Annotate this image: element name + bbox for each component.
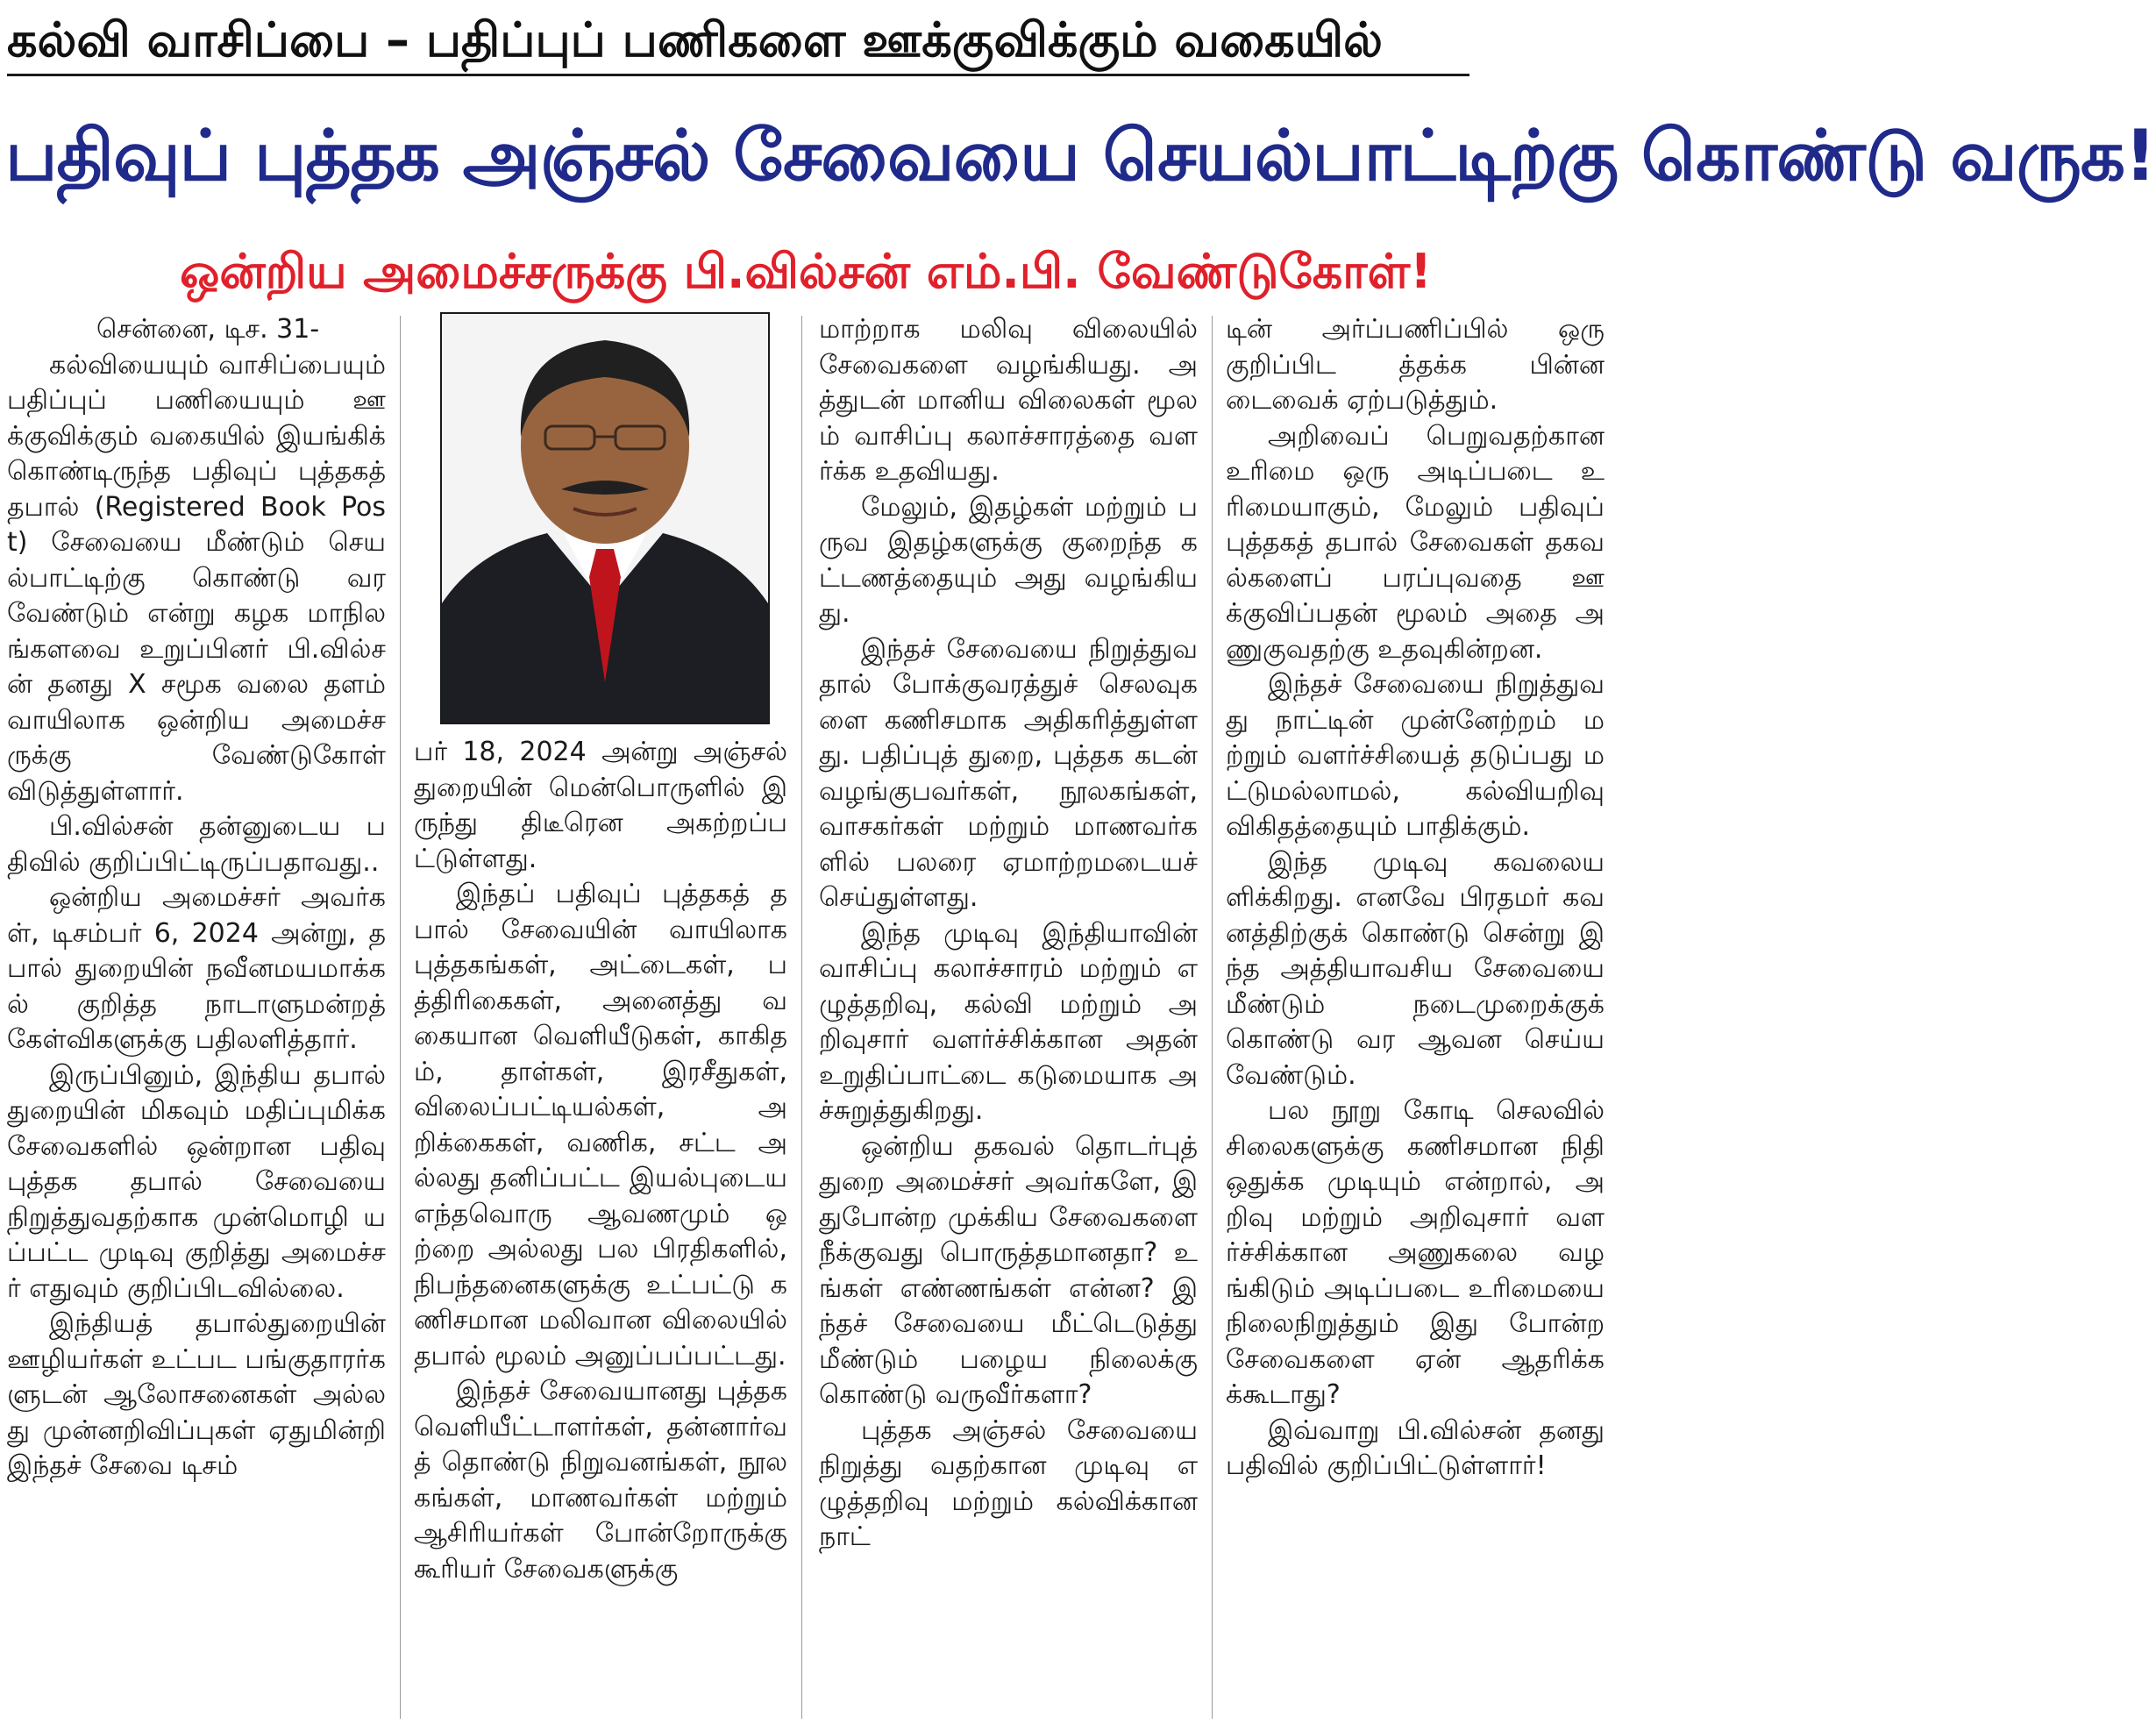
column-4: [1226, 312, 1605, 1719]
kicker-line: கல்வி வாசிப்பை – பதிப்புப் பணிகளை ஊக்குவிக்கும் வகையில்: [7, 7, 1469, 76]
column-3: [819, 312, 1198, 1719]
paragraph: இந்தச் சேவையானது புத்தக வெளியீட்டாளர்கள், தன்னார்வத் தொண்டு நிறுவனங்கள், நூலகங்கள், மாணவர்கள் மற்றும் ஆசிரியர்கள் போன்றோருக்கு கூரியர் சேவைகளுக்கு: [414, 1376, 787, 1585]
subheadline: ஒன்றிய அமைச்சருக்கு பி.வில்சன் எம்.பி. வேண்டுகோள்!: [180, 244, 1432, 299]
paragraph: இருப்பினும், இந்திய தபால் துறையின் மிகவும் மதிப்புமிக்க சேவைகளில் ஒன்றான பதிவு புத்தக தபால் சேவையை நிறுத்துவதற்காக முன்மொழி யப்பட்ட முடிவு குறித்து அமைச்சர் எதுவும் குறிப்பிடவில்லை.: [7, 1059, 386, 1304]
paragraph: டின் அர்ப்பணிப்பில் ஒரு குறிப்பிட த்தக்க பின்னடைவைக் ஏற்படுத்தும்.: [1226, 314, 1605, 416]
column-rule: [400, 316, 401, 1719]
column-1: [7, 312, 386, 1719]
column-rule: [801, 316, 802, 1719]
paragraph: மாற்றாக மலிவு விலையில் சேவைகளை வழங்கியது. அத்துடன் மானிய விலைகள் மூலம் வாசிப்பு கலாச்சாரத்தை வளர்க்க உதவியது.: [819, 314, 1198, 487]
paragraph: இந்தச் சேவையை நிறுத்துவதால் போக்குவரத்துச் செலவுகளை கணிசமாக அதிகரித்துள்ளது. பதிப்புத் துறை, புத்தக கடன் வழங்குபவர்கள், நூலகங்கள், வாசகர்கள் மற்றும் மாணவர்களில் பலரை ஏமாற்றமடையச் செய்துள்ளது.: [819, 633, 1198, 913]
paragraph: பர் 18, 2024 அன்று அஞ்சல் துறையின் மென்பொருளில் இருந்து திடீரென அகற்றப்பட்டுள்ளது.: [414, 737, 787, 874]
paragraph: இந்த முடிவு கவலையளிக்கிறது. எனவே பிரதமர் கவனத்திற்குக் கொண்டு சென்று இந்த அத்தியாவசிய சேவையை மீண்டும் நடைமுறைக்குக் கொண்டு வர ஆவன செய்ய வேண்டும்.: [1226, 846, 1605, 1091]
headline: பதிவுப் புத்தக அஞ்சல் சேவையை செயல்பாட்டிற்கு கொண்டு வருக!: [5, 115, 2156, 196]
paragraph: இந்த முடிவு இந்தியாவின் வாசிப்பு கலாச்சாரம் மற்றும் எழுத்தறிவு, கல்வி மற்றும் அறிவுசார் வளர்ச்சிக்கான அதன் உறுதிப்பாட்டை கடுமையாக அச்சுறுத்துகிறது.: [819, 917, 1198, 1126]
paragraph: புத்தக அஞ்சல் சேவையை நிறுத்து வதற்கான முடிவு எழுத்தறிவு மற்றும் கல்விக்கான நாட்: [819, 1414, 1198, 1552]
paragraph: இவ்வாறு பி.வில்சன் தனது பதிவில் குறிப்பிட்டுள்ளார்!: [1226, 1414, 1605, 1481]
paragraph: ஒன்றிய அமைச்சர் அவர்கள், டிசம்பர் 6, 2024 அன்று, தபால் துறையின் நவீனமயமாக்கல் குறித்த நாடாளுமன்றத் கேள்விகளுக்கு பதிலளித்தார்.: [7, 882, 386, 1055]
paragraph: கல்வியையும் வாசிப்பையும் பதிப்புப் பணியையும் ஊக்குவிக்கும் வகையில் இயங்கிக் கொண்டிருந்த பதிவுப் புத்தகத் தபால் (Registered Book Post) சேவையை மீண்டும் செயல்பாட்டிற்கு கொண்டு வர வேண்டும் என்று கழக மாநிலங்களவை உறுப்பினர் பி.வில்சன் தனது X சமூக வலை தளம் வாயிலாக ஒன்றிய அமைச்சருக்கு வேண்டுகோள் விடுத்துள்ளார்.: [7, 349, 386, 807]
paragraph: சென்னை, டிச. 31-: [96, 314, 320, 345]
paragraph: இந்தியத் தபால்துறையின் ஊழியர்கள் உட்பட பங்குதாரர்களுடன் ஆலோசனைகள் அல்லது முன்னறிவிப்புகள் ஏதுமின்றி இந்தச் சேவை டிசம்: [7, 1308, 386, 1481]
paragraph: இந்தச் சேவையை நிறுத்துவது நாட்டின் முன்னேற்றம் மற்றும் வளர்ச்சியைத் தடுப்பது மட்டுமல்லாமல், கல்வியறிவு விகிதத்தையும் பாதிக்கும்.: [1226, 669, 1605, 842]
paragraph: இந்தப் பதிவுப் புத்தகத் தபால் சேவையின் வாயிலாக புத்தகங்கள், அட்டைகள், பத்திரிகைகள், அனைத்து வகையான வெளியீடுகள், காகிதம், தாள்கள், இரசீதுகள், விலைப்பட்டியல்கள், அறிக்கைகள், வணிக, சட்ட அல்லது தனிப்பட்ட இயல்புடைய எந்தவொரு ஆவணமும் ஒற்றை அல்லது பல பிரதிகளில், நிபந்தனைகளுக்கு உட்பட்டு கணிசமான மலிவான விலையில் தபால் மூலம் அனுப்பப்பட்டது.: [414, 879, 787, 1371]
paragraph: மேலும், இதழ்கள் மற்றும் பருவ இதழ்களுக்கு குறைந்த கட்டணத்தையும் அது வழங்கியது.: [819, 491, 1198, 629]
column-2: [414, 735, 787, 1719]
paragraph: ஒன்றிய தகவல் தொடர்புத் துறை அமைச்சர் அவர்களே, இதுபோன்ற முக்கிய சேவைகளை நீக்குவது பொருத்தமானதா? உங்கள் எண்ணங்கள் என்ன? இந்தச் சேவையை மீட்டெடுத்து மீண்டும் பழைய நிலைக்கு கொண்டு வருவீர்களா?: [819, 1130, 1198, 1410]
paragraph: பல நூறு கோடி செலவில் சிலைகளுக்கு கணிசமான நிதி ஒதுக்க முடியும் என்றால், அறிவு மற்றும் அறிவுசார் வளர்ச்சிக்கான அணுகலை வழங்கிடும் அடிப்படை உரிமையை நிலைநிறுத்தும் இது போன்ற சேவைகளை ஏன் ஆதரிக்கக்கூடாது?: [1226, 1095, 1605, 1410]
paragraph: பி.வில்சன் தன்னுடைய பதிவில் குறிப்பிட்டிருப்பதாவது..: [7, 811, 386, 878]
column-rule: [1212, 316, 1213, 1719]
portrait-illustration: [442, 314, 768, 723]
portrait-photo: [440, 312, 770, 724]
paragraph: அறிவைப் பெறுவதற்கான உரிமை ஒரு அடிப்படை உரிமையாகும், மேலும் பதிவுப் புத்தகத் தபால் சேவைகள் தகவல்களைப் பரப்புவதை ஊக்குவிப்பதன் மூலம் அதை அணுகுவதற்கு உதவுகின்றன.: [1226, 420, 1605, 665]
